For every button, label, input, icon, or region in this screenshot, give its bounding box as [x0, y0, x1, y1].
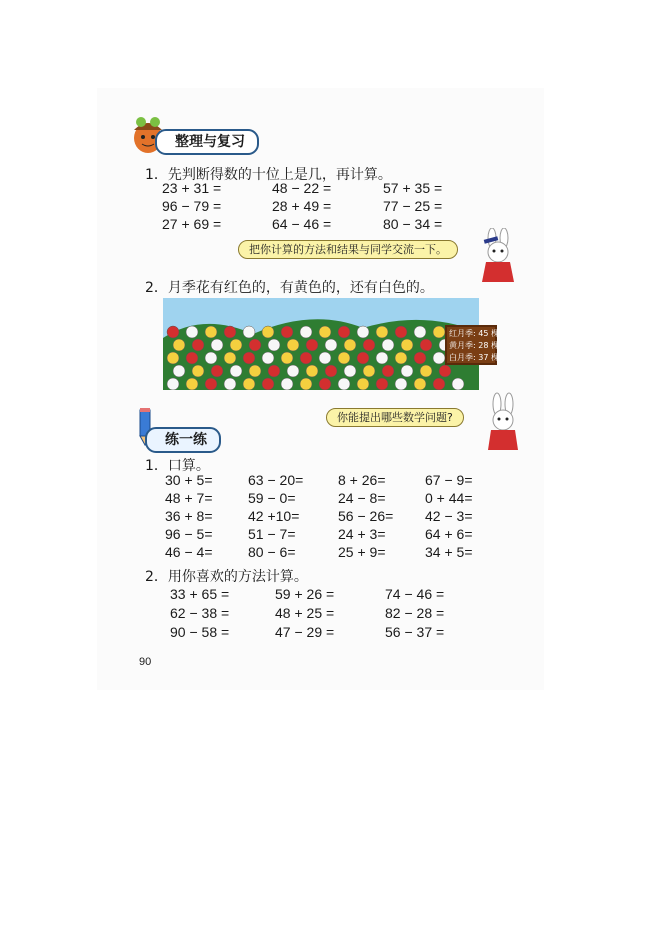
practice-q2-problem: 56 − 37 = — [385, 624, 445, 640]
review-question-1-title: 1．先判断得数的十位上是几，再计算。 — [145, 167, 392, 183]
practice-q1-problem: 59 − 0= — [248, 490, 296, 506]
practice-q1-problem: 48 + 7= — [165, 490, 213, 506]
review-q1-problem: 80 − 34 = — [383, 216, 443, 232]
practice-section-title: 练一练 — [145, 427, 221, 453]
practice-q2-problem: 62 − 38 = — [170, 605, 230, 621]
practice-q2-problem: 48 + 25 = — [275, 605, 335, 621]
practice-q1-problem: 0 + 44= — [425, 490, 473, 506]
review-question-2-title: 2．月季花有红色的，有黄色的，还有白色的。 — [145, 280, 434, 296]
share-method-speech-bubble: 把你计算的方法和结果与同学交流一下。 — [238, 240, 458, 259]
practice-question-1-title: 1．口算。 — [145, 458, 210, 474]
practice-q2-problem: 33 + 65 = — [170, 586, 230, 602]
practice-q1-problem: 56 − 26= — [338, 508, 394, 524]
practice-q1-problem: 64 + 6= — [425, 526, 473, 542]
practice-q1-problem: 8 + 26= — [338, 472, 386, 488]
practice-q1-problem: 67 − 9= — [425, 472, 473, 488]
rose-count-sign — [445, 325, 497, 365]
review-q1-problem: 23 + 31 = — [162, 180, 222, 196]
practice-q2-problem: 59 + 26 = — [275, 586, 335, 602]
practice-q1-problem: 80 − 6= — [248, 544, 296, 560]
practice-q1-problem: 42 +10= — [248, 508, 300, 524]
bunny-mascot-icon — [480, 392, 526, 450]
practice-question-2-title: 2．用你喜欢的方法计算。 — [145, 569, 308, 585]
practice-q1-problem: 51 − 7= — [248, 526, 296, 542]
white-rose-count: 白月季: 37 棵 — [449, 353, 499, 362]
practice-q1-problem: 34 + 5= — [425, 544, 473, 560]
practice-q2-problem: 82 − 28 = — [385, 605, 445, 621]
practice-q1-problem: 24 + 3= — [338, 526, 386, 542]
review-q1-problem: 77 − 25 = — [383, 198, 443, 214]
review-q1-problem: 64 − 46 = — [272, 216, 332, 232]
practice-q1-problem: 36 + 8= — [165, 508, 213, 524]
practice-q1-problem: 30 + 5= — [165, 472, 213, 488]
review-q1-problem: 57 + 35 = — [383, 180, 443, 196]
practice-q1-problem: 46 − 4= — [165, 544, 213, 560]
page-number: 90 — [139, 656, 152, 668]
rose-garden-illustration — [163, 298, 479, 390]
review-section-title: 整理与复习 — [155, 129, 259, 155]
practice-q1-problem: 42 − 3= — [425, 508, 473, 524]
review-q1-problem: 48 − 22 = — [272, 180, 332, 196]
review-q1-problem: 27 + 69 = — [162, 216, 222, 232]
practice-q2-problem: 47 − 29 = — [275, 624, 335, 640]
practice-q2-problem: 90 − 58 = — [170, 624, 230, 640]
review-q1-problem: 96 − 79 = — [162, 198, 222, 214]
yellow-rose-count: 黄月季: 28 棵 — [449, 341, 499, 350]
practice-q1-problem: 25 + 9= — [338, 544, 386, 560]
practice-q2-problem: 74 − 46 = — [385, 586, 445, 602]
math-questions-speech-bubble: 你能提出哪些数学问题? — [326, 408, 464, 427]
practice-q1-problem: 63 − 20= — [248, 472, 304, 488]
red-rose-count: 红月季: 45 棵 — [449, 329, 499, 338]
bunny-mascot-icon — [474, 228, 522, 282]
review-q1-problem: 28 + 49 = — [272, 198, 332, 214]
practice-q1-problem: 96 − 5= — [165, 526, 213, 542]
practice-q1-problem: 24 − 8= — [338, 490, 386, 506]
